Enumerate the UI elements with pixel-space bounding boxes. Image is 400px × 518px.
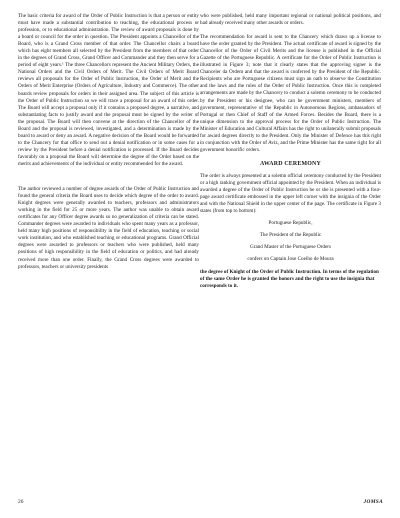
certificate-line-grand-master: Grand Master of the Portuguese Orders	[250, 244, 331, 251]
page-footer	[18, 499, 383, 505]
right-paragraph-2: The recommendation for award is sent to the Chancery which draws up a license to have the order granted by the President. The actual certificate of award is signed by the Chancellor of the Order of Civil Merits and the license is published in the Official Gazette of the Portuguese Republic. A certificate for the Order of Public Instruction is illustrated in Figure 3; note that it clearly states that the approving signer is the Chanceler da Ordem and that the award is conferred by the President of the Republic. Recipients who are Portuguese citizens must sign an oath to observe the Constitution and the laws and the rules of the Order of Public Instruction. Once this is completed arrangements are made by the Chancery to conduct a solemn ceremony to be conducted by the President or his designee, who can be government ministers, members of government, representative of the Republic in Autonomous Regions, ambassadors of Portugal or then Chief of Staff of the Armed Forces. Besides the Board, there is a unique dimension to the approval process for the Order of Public Instruction. The Minister of Education and Cultural Affairs has the right to unilaterally submit proposals for award degrees directly to the President. Only the Minister of Defence has this right in conjunction with the Order of Aviz, and the Prime Minister has the same right for all government honorific orders.	[200, 34, 381, 153]
left-paragraph-1: The basic criteria for award of the Order of Public Instruction is that a person or entity must have made a substantial contribution to teaching, the educational process or profession, or to educational administration. The review of award proposals is done by a board or council for the order in question. The President appoints a Chancellor of the Board, who is a Grand Cross member of that order. The Chancellor chairs a board which has eight members all selected by the President from the members of that order in the degrees of Grand Cross, Grand Officer and Commander and they then serve for a period of eight years.¹ The three Chancellors represent the Ancient Military Orders, the National Orders and the Civil Orders of Merit. The Civil Orders of Merit Board reviews all proposals for the Order of Public Instruction, the Order of Merit and the Orders of Merit Enterprise (Orders of Agriculture, Industry and Commerce). The other boards review proposals for orders in their assigned area. The subject of this article is the Order of Public Instruction so we will trace a proposal for an award of this order. The Board will accept a proposal only if it contains a proposed degree, a narrative, and substantiating facts to justify award and the proposal must be signed by the writer of the proposal. The Board will then convene at the direction of the Chancellor of the Board and the proposal is reviewed, investigated, and a determination is made by the board to award or deny an award. A negative decision of the Board would be forwarded to the Chancery for that office to send out a denial notification or in some cases for a review by the President before a denial notification is processed. If the Board decides favorably on a proposal the Board will determine the degree of the Order based on the merits and achievements of the individual or entity recommended for the award.	[18, 13, 199, 167]
certificate-line-confers: confers on Captain Jose Coelho de Moura	[247, 256, 334, 263]
right-paragraph-3: The order is always presented at a solemn official ceremony conducted by the President or a high ranking government official appointed by the President. When an individual is awarded a degree of the Order of Public Instruction he or she is presented with a four-page award certificate embossed in the upper left corner with the insignia of the Order and with the National Shield in the upper center of the page. The certificate in Figure 3 states (from top to bottom):	[200, 172, 381, 215]
certificate-line-president: The President of the Republic	[259, 232, 322, 239]
journal-name: JOMSA	[363, 499, 383, 505]
right-column	[200, 13, 381, 291]
right-paragraph-1: who were published, held many important regional or national political positions, and had already received many other awards or orders.	[200, 13, 381, 27]
certificate-quote	[200, 220, 381, 290]
left-paragraph-2: The author reviewed a number of degree awards of the Order of Public Instruction and found the general criteria the Board uses to decide which degree of the order to award. Knight degrees were generally awarded to teachers, professors and administrators working in the field for 25 or more years. The author was unable to obtain award certificates for any Officer degree awards so no generalization of criteria can be stated. Commander degrees were awarded to individuals who spent many years as a professor, held many high positions of responsibility in the field of education, teaching or social work institution, and who established teaching or educational programs. Grand Official degrees were awarded to professors or teachers who were published, held many positions of high responsibility in the field of education or politics, and had already received more than one order. Finally, the Grand Cross degrees were awarded to professors, teachers or university presidents	[18, 186, 199, 270]
certificate-body: the degree of Knight of the Order of Public Instruction. In terms of the regulation of the same Order he is granted the honors and the right to use the insignia that corresponds to it.	[200, 269, 379, 290]
certificate-line-republic: Portuguese Republic,	[268, 220, 313, 227]
page-number: 26	[18, 499, 24, 505]
left-column	[18, 13, 199, 271]
section-heading-award-ceremony: AWARD CEREMONY	[260, 160, 321, 167]
